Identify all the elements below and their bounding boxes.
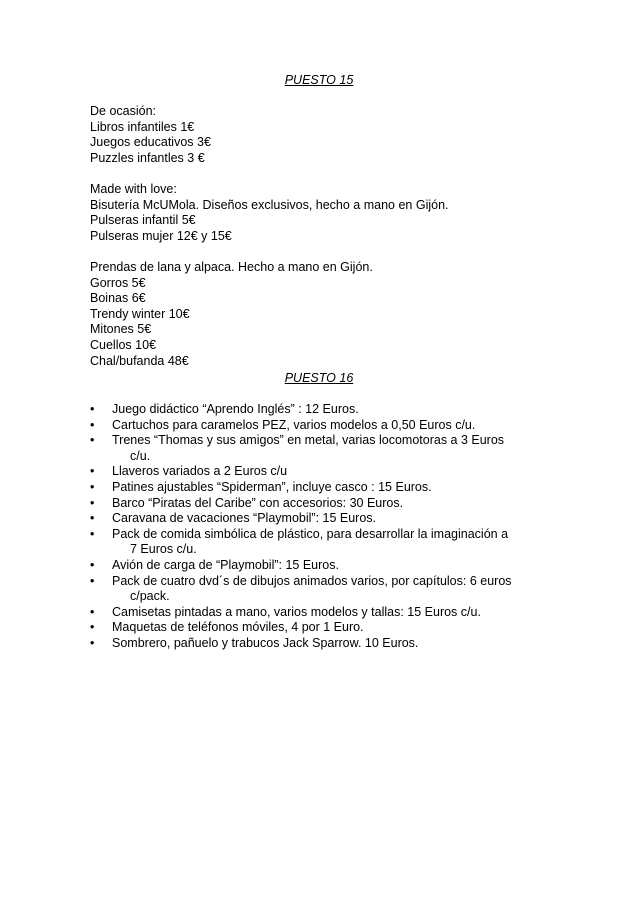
- list-item-text: Maquetas de teléfonos móviles, 4 por 1 Euro.: [112, 620, 364, 635]
- list-item: [90, 464, 530, 480]
- section-line: Bisutería McUMola. Diseños exclusivos, hecho a mano en Gijón.: [90, 197, 449, 212]
- section-made-with-love: [90, 182, 590, 244]
- section-line: Pulseras infantil 5€: [90, 213, 196, 228]
- list-item: [90, 418, 530, 434]
- bullet-icon: •: [90, 557, 95, 572]
- list-item-text: Pack de comida simbólica de plástico, para desarrollar la imaginación a: [112, 526, 509, 541]
- section-line: Libros infantiles 1€: [90, 119, 195, 134]
- bullet-icon: •: [90, 620, 95, 635]
- list-item-text: Patines ajustables “Spiderman”, incluye casco : 15 Euros.: [112, 479, 432, 494]
- section-line: Cuellos 10€: [90, 337, 157, 352]
- list-item: [90, 402, 530, 418]
- section-line: Pulseras mujer 12€ y 15€: [90, 228, 232, 243]
- list-item-text: Juego didáctico “Aprendo Inglés” : 12 Euros.: [112, 402, 359, 416]
- bullet-icon: •: [90, 573, 95, 588]
- puesto-15-heading: PUESTO 15: [284, 73, 354, 87]
- list-item-continuation: c/pack.: [130, 589, 170, 604]
- list-item-text: Pack de cuatro dvd´s de dibujos animados varios, por capítulos: 6 euros: [112, 573, 512, 588]
- list-item: [90, 574, 530, 605]
- section-line: Chal/bufanda 48€: [90, 353, 189, 368]
- section-line: Puzzles infantles 3 €: [90, 150, 205, 165]
- section-line: Made with love:: [90, 182, 177, 196]
- puesto-16-item-list: [90, 402, 530, 652]
- list-item-continuation: 7 Euros c/u.: [130, 542, 197, 557]
- list-item-continuation: c/u.: [130, 448, 151, 463]
- list-item-text: Avión de carga de “Playmobil”: 15 Euros.: [112, 557, 339, 572]
- list-item-text: Llaveros variados a 2 Euros c/u: [112, 464, 288, 479]
- bullet-icon: •: [90, 464, 95, 479]
- bullet-icon: •: [90, 402, 95, 416]
- list-item-text: Sombrero, pañuelo y trabucos Jack Sparrow. 10 Euros.: [112, 635, 419, 650]
- list-item: [90, 527, 530, 558]
- list-item: [90, 433, 530, 464]
- list-item: [90, 496, 530, 512]
- list-item-text: Trenes “Thomas y sus amigos” en metal, varias locomotoras a 3 Euros: [112, 433, 505, 448]
- bullet-icon: •: [90, 479, 95, 494]
- section-line: De ocasión:: [90, 104, 157, 118]
- list-item: [90, 605, 530, 621]
- list-item-text: Barco “Piratas del Caribe” con accesorios: 30 Euros.: [112, 495, 404, 510]
- section-line: Trendy winter 10€: [90, 306, 190, 321]
- puesto-16-heading: PUESTO 16: [284, 371, 354, 385]
- bullet-icon: •: [90, 495, 95, 510]
- section-line: Juegos educativos 3€: [90, 135, 211, 150]
- bullet-icon: •: [90, 526, 95, 541]
- bullet-icon: •: [90, 417, 95, 432]
- section-line: Gorros 5€: [90, 275, 146, 290]
- list-item: [90, 558, 530, 574]
- bullet-icon: •: [90, 511, 95, 526]
- section-de-ocasion: [90, 104, 590, 166]
- section-line: Mitones 5€: [90, 322, 152, 337]
- list-item-text: Camisetas pintadas a mano, varios modelos y tallas: 15 Euros c/u.: [112, 604, 481, 619]
- bullet-icon: •: [90, 635, 95, 650]
- section-line: Prendas de lana y alpaca. Hecho a mano en Gijón.: [90, 260, 373, 274]
- list-item-text: Caravana de vacaciones “Playmobil”: 15 Euros.: [112, 511, 377, 526]
- bullet-icon: •: [90, 433, 95, 448]
- list-item: [90, 480, 530, 496]
- list-item-text: Cartuchos para caramelos PEZ, varios modelos a 0,50 Euros c/u.: [112, 417, 476, 432]
- list-item: [90, 620, 530, 636]
- list-item: [90, 511, 530, 527]
- list-item: [90, 636, 530, 652]
- bullet-icon: •: [90, 604, 95, 619]
- section-line: Boinas 6€: [90, 291, 146, 306]
- section-prendas-de-lana: [90, 260, 590, 369]
